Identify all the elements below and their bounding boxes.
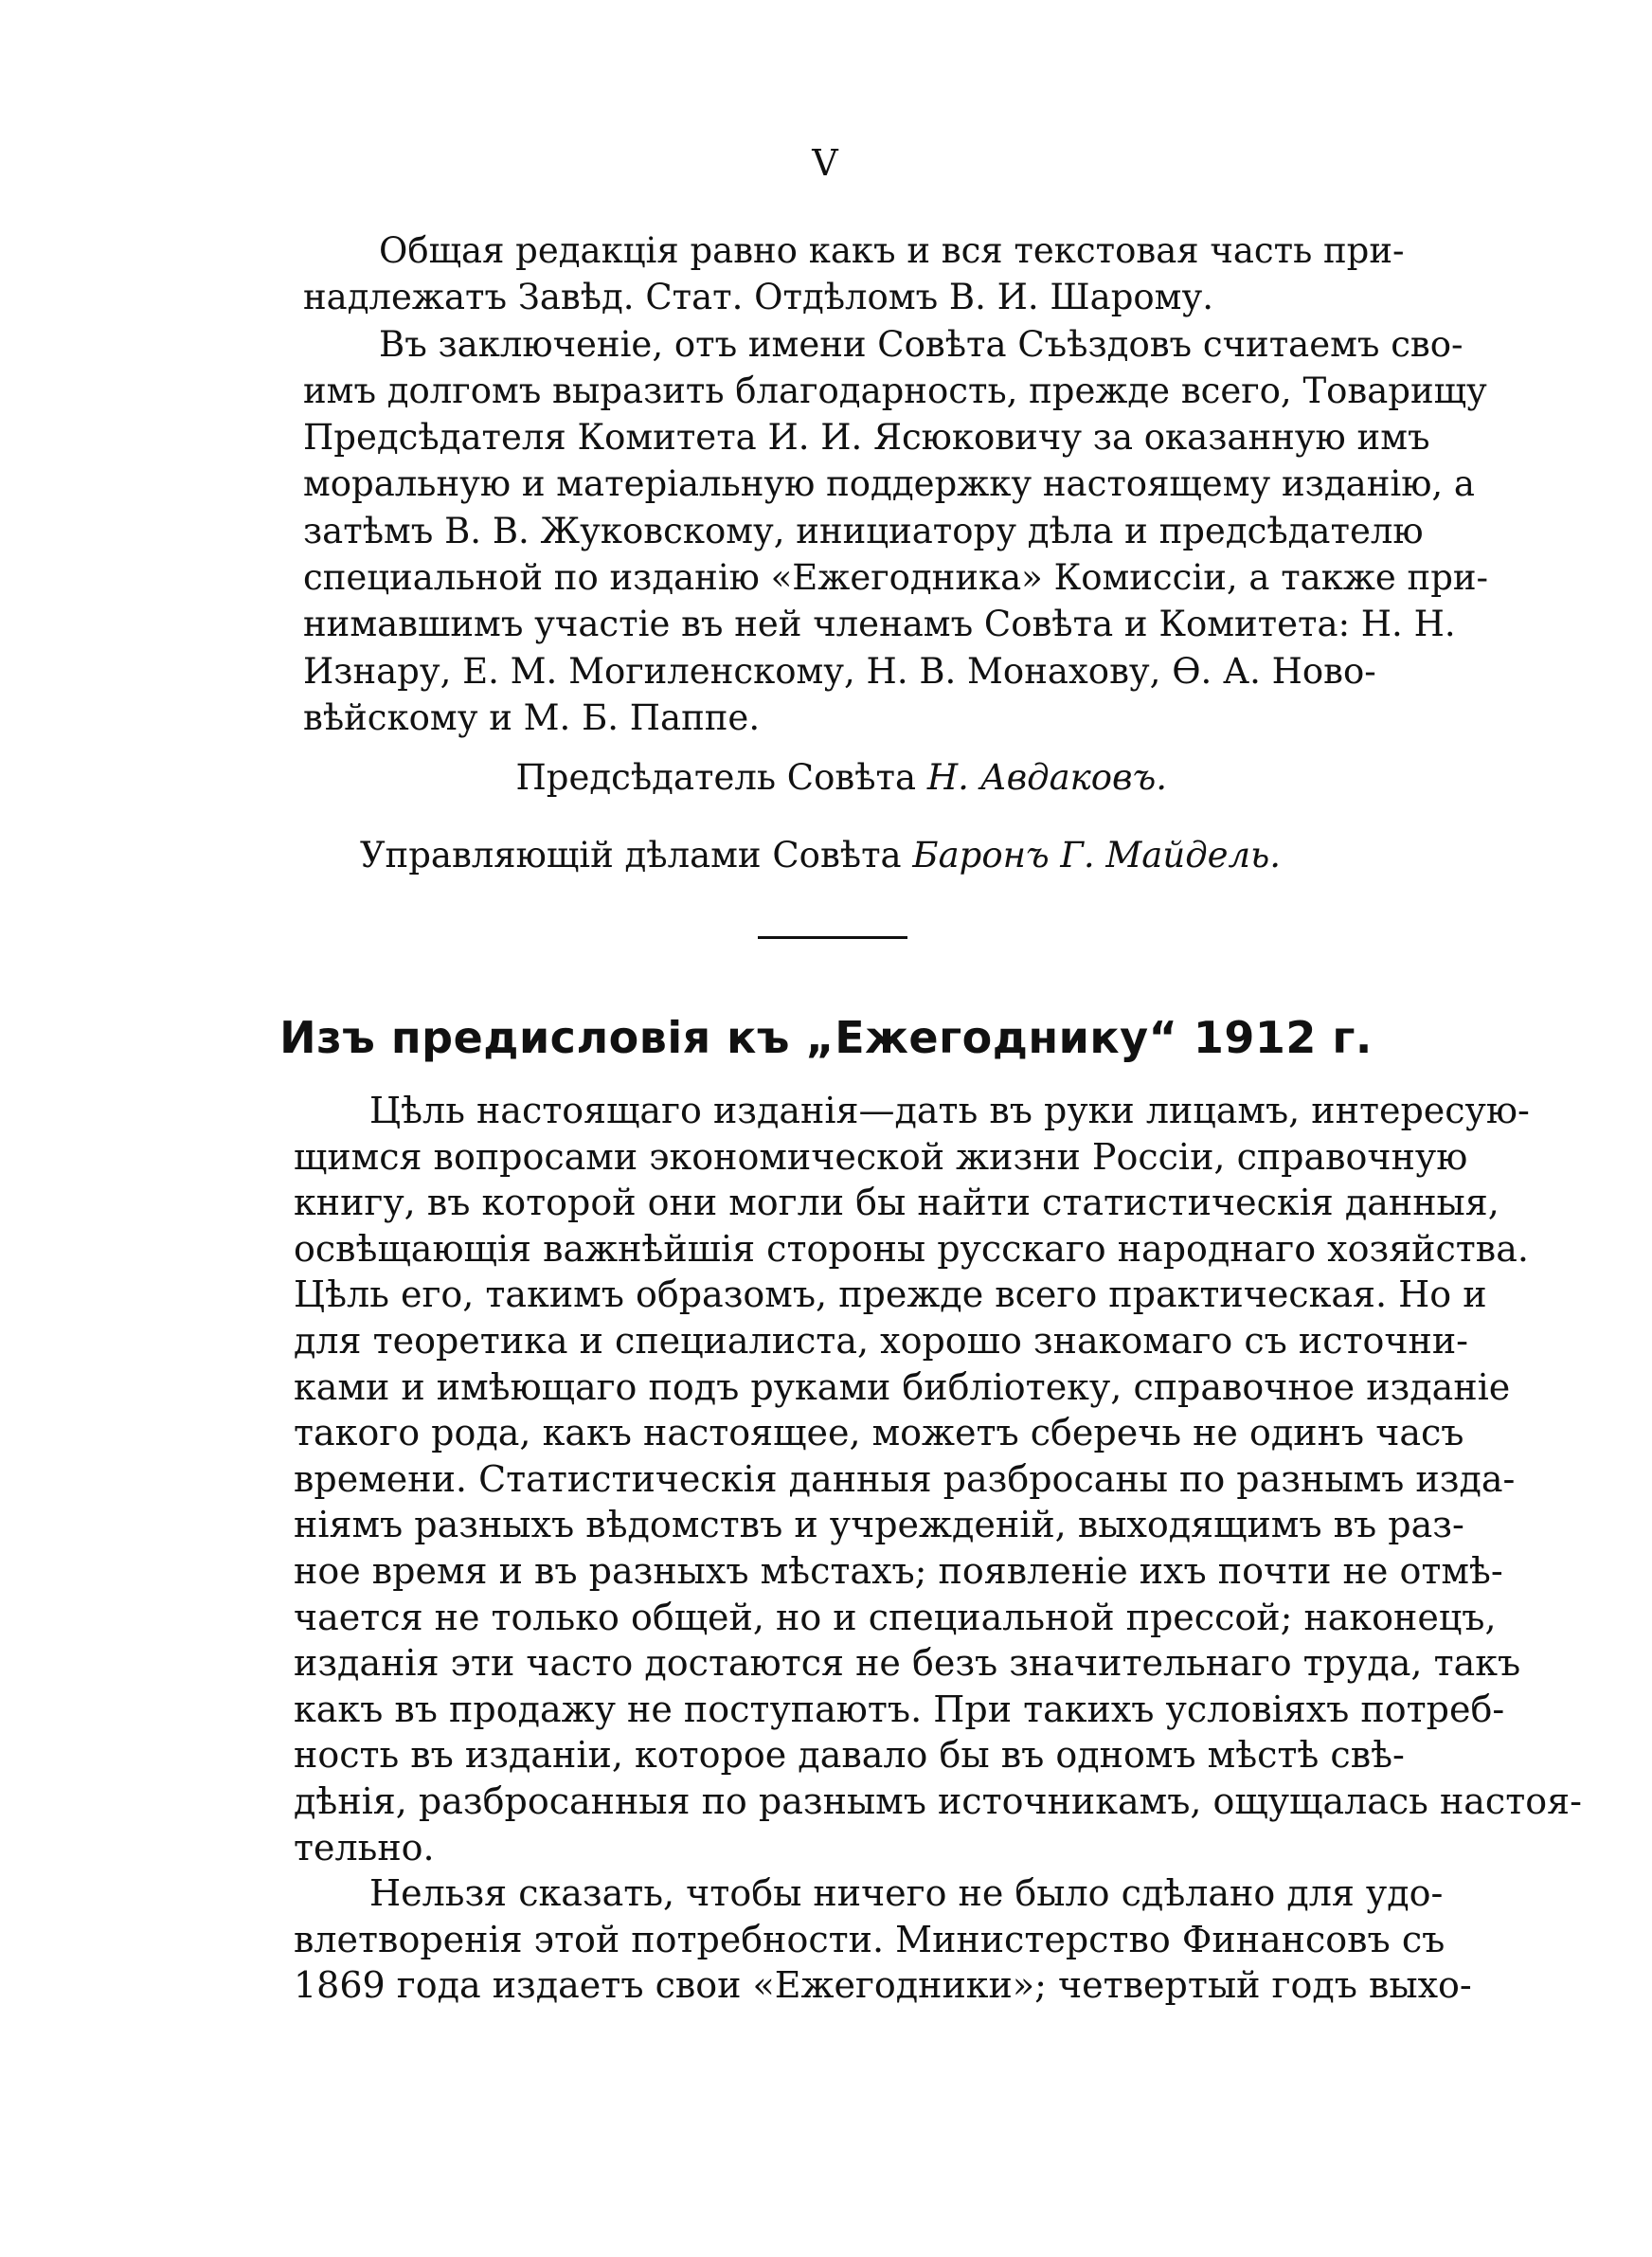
- text-line: затѣмъ В. В. Жуковскому, инициатору дѣла и предсѣдателю: [303, 510, 1424, 551]
- text-line: надлежатъ Завѣд. Стат. Отдѣломъ В. И. Шарому.: [303, 277, 1213, 318]
- text-line: вѣйскому и М. Б. Паппе.: [303, 696, 761, 738]
- text-line: Цѣль настоящаго изданія—дать въ руки лицамъ, интересую-: [369, 1090, 1530, 1131]
- text-line: Въ заключеніе, отъ имени Совѣта Съѣздовъ считаемъ сво-: [379, 323, 1463, 365]
- preface-section: [294, 1088, 1582, 2009]
- text-line: Цѣль его, такимъ образомъ, прежде всего практическая. Но и: [294, 1273, 1487, 1316]
- section-divider: [758, 936, 907, 939]
- text-line: Предсѣдателя Комитета И. И. Ясюковичу за оказанную имъ: [303, 417, 1430, 459]
- preface-paragraph-2: [294, 1870, 1472, 2009]
- text-line: Изнару, Е. М. Могиленскому, Н. В. Монахову, Ѳ. А. Ново-: [303, 650, 1376, 692]
- text-line: Нельзя сказать, чтобы ничего не было сдѣлано для удо-: [369, 1872, 1444, 1915]
- preface-paragraph-1: [294, 1088, 1582, 1870]
- text-line: имъ долгомъ выразить благодарность, прежде всего, Товарищу: [303, 370, 1487, 411]
- intro-section: [303, 227, 1489, 741]
- text-line: какъ въ продажу не поступаютъ. При такихъ условіяхъ потреб-: [294, 1688, 1505, 1730]
- signature-name: Н. Авдаковъ.: [926, 757, 1167, 798]
- signature-manager: [360, 832, 1281, 878]
- text-line: тельно.: [294, 1826, 435, 1869]
- text-line: ками и имѣющаго подъ руками библіотеку, справочное изданіе: [294, 1365, 1511, 1408]
- text-line: специальной по изданію «Ежегодника» Комиссіи, а также при-: [303, 557, 1489, 599]
- text-line: для теоретика и специалиста, хорошо знакомаго съ источни-: [294, 1319, 1469, 1362]
- text-line: щимся вопросами экономической жизни Россіи, справочную: [294, 1135, 1468, 1178]
- text-line: Общая редакція равно какъ и вся текстовая часть при-: [379, 230, 1405, 271]
- signature-role: Предсѣдатель Совѣта: [515, 757, 917, 798]
- intro-paragraph-1: [303, 227, 1405, 321]
- text-line: моральную и матеріальную поддержку настоящему изданію, а: [303, 463, 1475, 505]
- section-heading: Изъ предисловія къ „Ежегоднику“ 1912 г.: [279, 1012, 1373, 1063]
- text-line: дѣнія, разбросанныя по разнымъ источникамъ, ощущалась настоя-: [294, 1779, 1582, 1822]
- text-line: изданія эти часто достаются не безъ значительнаго труда, такъ: [294, 1642, 1521, 1685]
- text-line: ность въ изданіи, которое давало бы въ одномъ мѣстѣ свѣ-: [294, 1734, 1405, 1777]
- text-line: нимавшимъ участіе въ ней членамъ Совѣта и Комитета: Н. Н.: [303, 604, 1456, 645]
- signature-name: Баронъ Г. Майдель.: [912, 835, 1281, 876]
- text-line: книгу, въ которой они могли бы найти статистическія данныя,: [294, 1182, 1499, 1224]
- text-line: ніямъ разныхъ вѣдомствъ и учрежденій, выходящимъ въ раз-: [294, 1504, 1464, 1546]
- signature-chairman: [516, 754, 1168, 801]
- intro-paragraph-2: [303, 321, 1489, 742]
- text-line: такого рода, какъ настоящее, можетъ сберечь не одинъ часъ: [294, 1412, 1464, 1454]
- signature-role: Управляющій дѣлами Совѣта: [359, 835, 902, 876]
- text-line: влетворенія этой потребности. Министерство Финансовъ съ: [294, 1918, 1446, 1960]
- page-number: V: [812, 142, 840, 184]
- text-line: ное время и въ разныхъ мѣстахъ; появленіе ихъ почти не отмѣ-: [294, 1549, 1503, 1592]
- text-line: 1869 года издаетъ свои «Ежегодники»; четвертый годъ выхо-: [294, 1964, 1472, 2007]
- text-line: времени. Статистическія данныя разбросаны по разнымъ изда-: [294, 1457, 1516, 1500]
- text-line: чается не только общей, но и специальной прессой; наконецъ,: [294, 1596, 1497, 1638]
- text-line: освѣщающія важнѣйшія стороны русскаго народнаго хозяйства.: [294, 1227, 1529, 1270]
